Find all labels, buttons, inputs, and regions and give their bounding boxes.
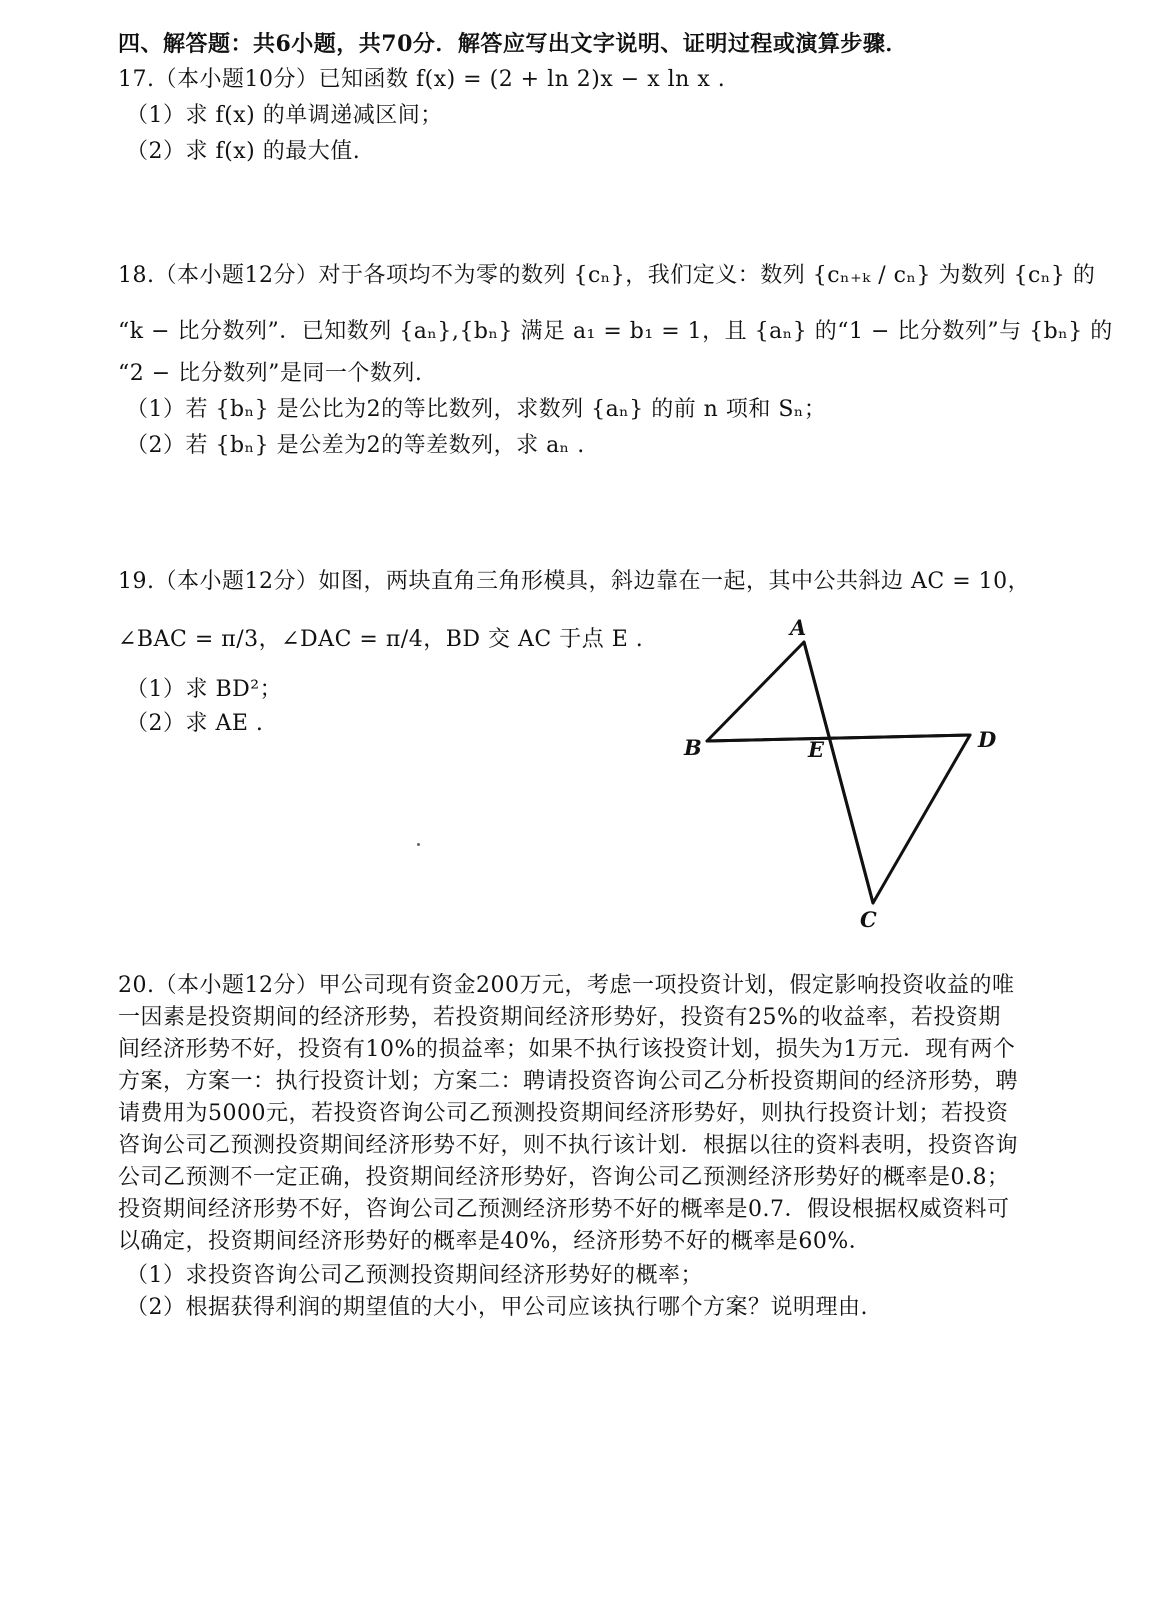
label-a: A xyxy=(790,615,807,640)
scan-speck xyxy=(417,843,420,846)
q20-line9: 以确定，投资期间经济形势好的概率是40%，经济形势不好的概率是60%． xyxy=(118,1229,872,1254)
q20-line3: 间经济形势不好，投资有10%的损益率；如果不执行该投资计划，损失为1万元．现有两个 xyxy=(118,1037,1016,1062)
q18-stem-line1: 18.（本小题12分）对于各项均不为零的数列 {cₙ}，我们定义：数列 {cₙ₊ₖ / cₙ} 为数列 {cₙ} 的 xyxy=(118,263,1096,288)
q17-part2: （2）求 f(x) 的最大值. xyxy=(126,139,361,164)
label-d: D xyxy=(978,727,997,752)
label-b: B xyxy=(684,735,702,760)
q20-line2: 一因素是投资期间的经济形势，若投资期间经济形势好，投资有25%的收益率，若投资期 xyxy=(118,1005,1001,1030)
q20-line1: 20.（本小题12分）甲公司现有资金200万元，考虑一项投资计划，假定影响投资收益的唯 xyxy=(118,973,1015,998)
q20-line8: 投资期间经济形势不好，咨询公司乙预测经济形势不好的概率是0.7．假设根据权威资料可 xyxy=(118,1197,1010,1222)
q20-line5: 请费用为5000元，若投资咨询公司乙预测投资期间经济形势好，则执行投资计划；若投资 xyxy=(118,1101,1009,1126)
q19-stem-line2: ∠BAC = π/3，∠DAC = π/4，BD 交 AC 于点 E . xyxy=(118,627,644,652)
q20-part2: （2）根据获得利润的期望值的大小，甲公司应该执行哪个方案？说明理由. xyxy=(126,1295,868,1320)
section-header: 四、解答题：共6小题，共70分．解答应写出文字说明、证明过程或演算步骤． xyxy=(118,31,908,57)
q20-part1: （1）求投资咨询公司乙预测投资期间经济形势好的概率； xyxy=(126,1263,703,1288)
diagonal-ac xyxy=(804,642,873,903)
q19-part1: （1）求 BD²； xyxy=(126,677,283,702)
q20-line6: 咨询公司乙预测投资期间经济形势不好，则不执行该计划．根据以往的资料表明，投资咨询 xyxy=(118,1133,1019,1158)
q17-stem: 17.（本小题10分）已知函数 f(x) = (2 + ln 2)x − x ln x . xyxy=(118,67,726,92)
q20-line7: 公司乙预测不一定正确，投资期间经济形势好，咨询公司乙预测经济形势好的概率是0.8； xyxy=(118,1165,1010,1190)
diagonal-bd xyxy=(707,735,970,741)
q18-stem-line2: “k − 比分数列”．已知数列 {aₙ},{bₙ} 满足 a₁ = b₁ = 1，且 {aₙ} 的“1 − 比分数列”与 {bₙ} 的 xyxy=(118,319,1113,344)
q20-line4: 方案，方案一：执行投资计划；方案二：聘请投资咨询公司乙分析投资期间的经济形势，聘 xyxy=(118,1069,1019,1094)
label-e: E xyxy=(808,737,825,762)
q18-part1: （1）若 {bₙ} 是公比为2的等比数列，求数列 {aₙ} 的前 n 项和 Sₙ； xyxy=(126,397,827,422)
q19-part2: （2）求 AE . xyxy=(126,711,264,736)
q18-stem-line3: “2 − 比分数列”是同一个数列. xyxy=(118,361,423,386)
label-c: C xyxy=(860,907,877,932)
q19-stem-line1: 19.（本小题12分）如图，两块直角三角形模具，斜边靠在一起，其中公共斜边 AC = 10， xyxy=(118,569,1031,594)
q18-part2: （2）若 {bₙ} 是公差为2的等差数列，求 aₙ . xyxy=(126,433,585,458)
quadrilateral-figure xyxy=(680,615,1040,945)
q17-part1: （1）求 f(x) 的单调递减区间； xyxy=(126,103,443,128)
